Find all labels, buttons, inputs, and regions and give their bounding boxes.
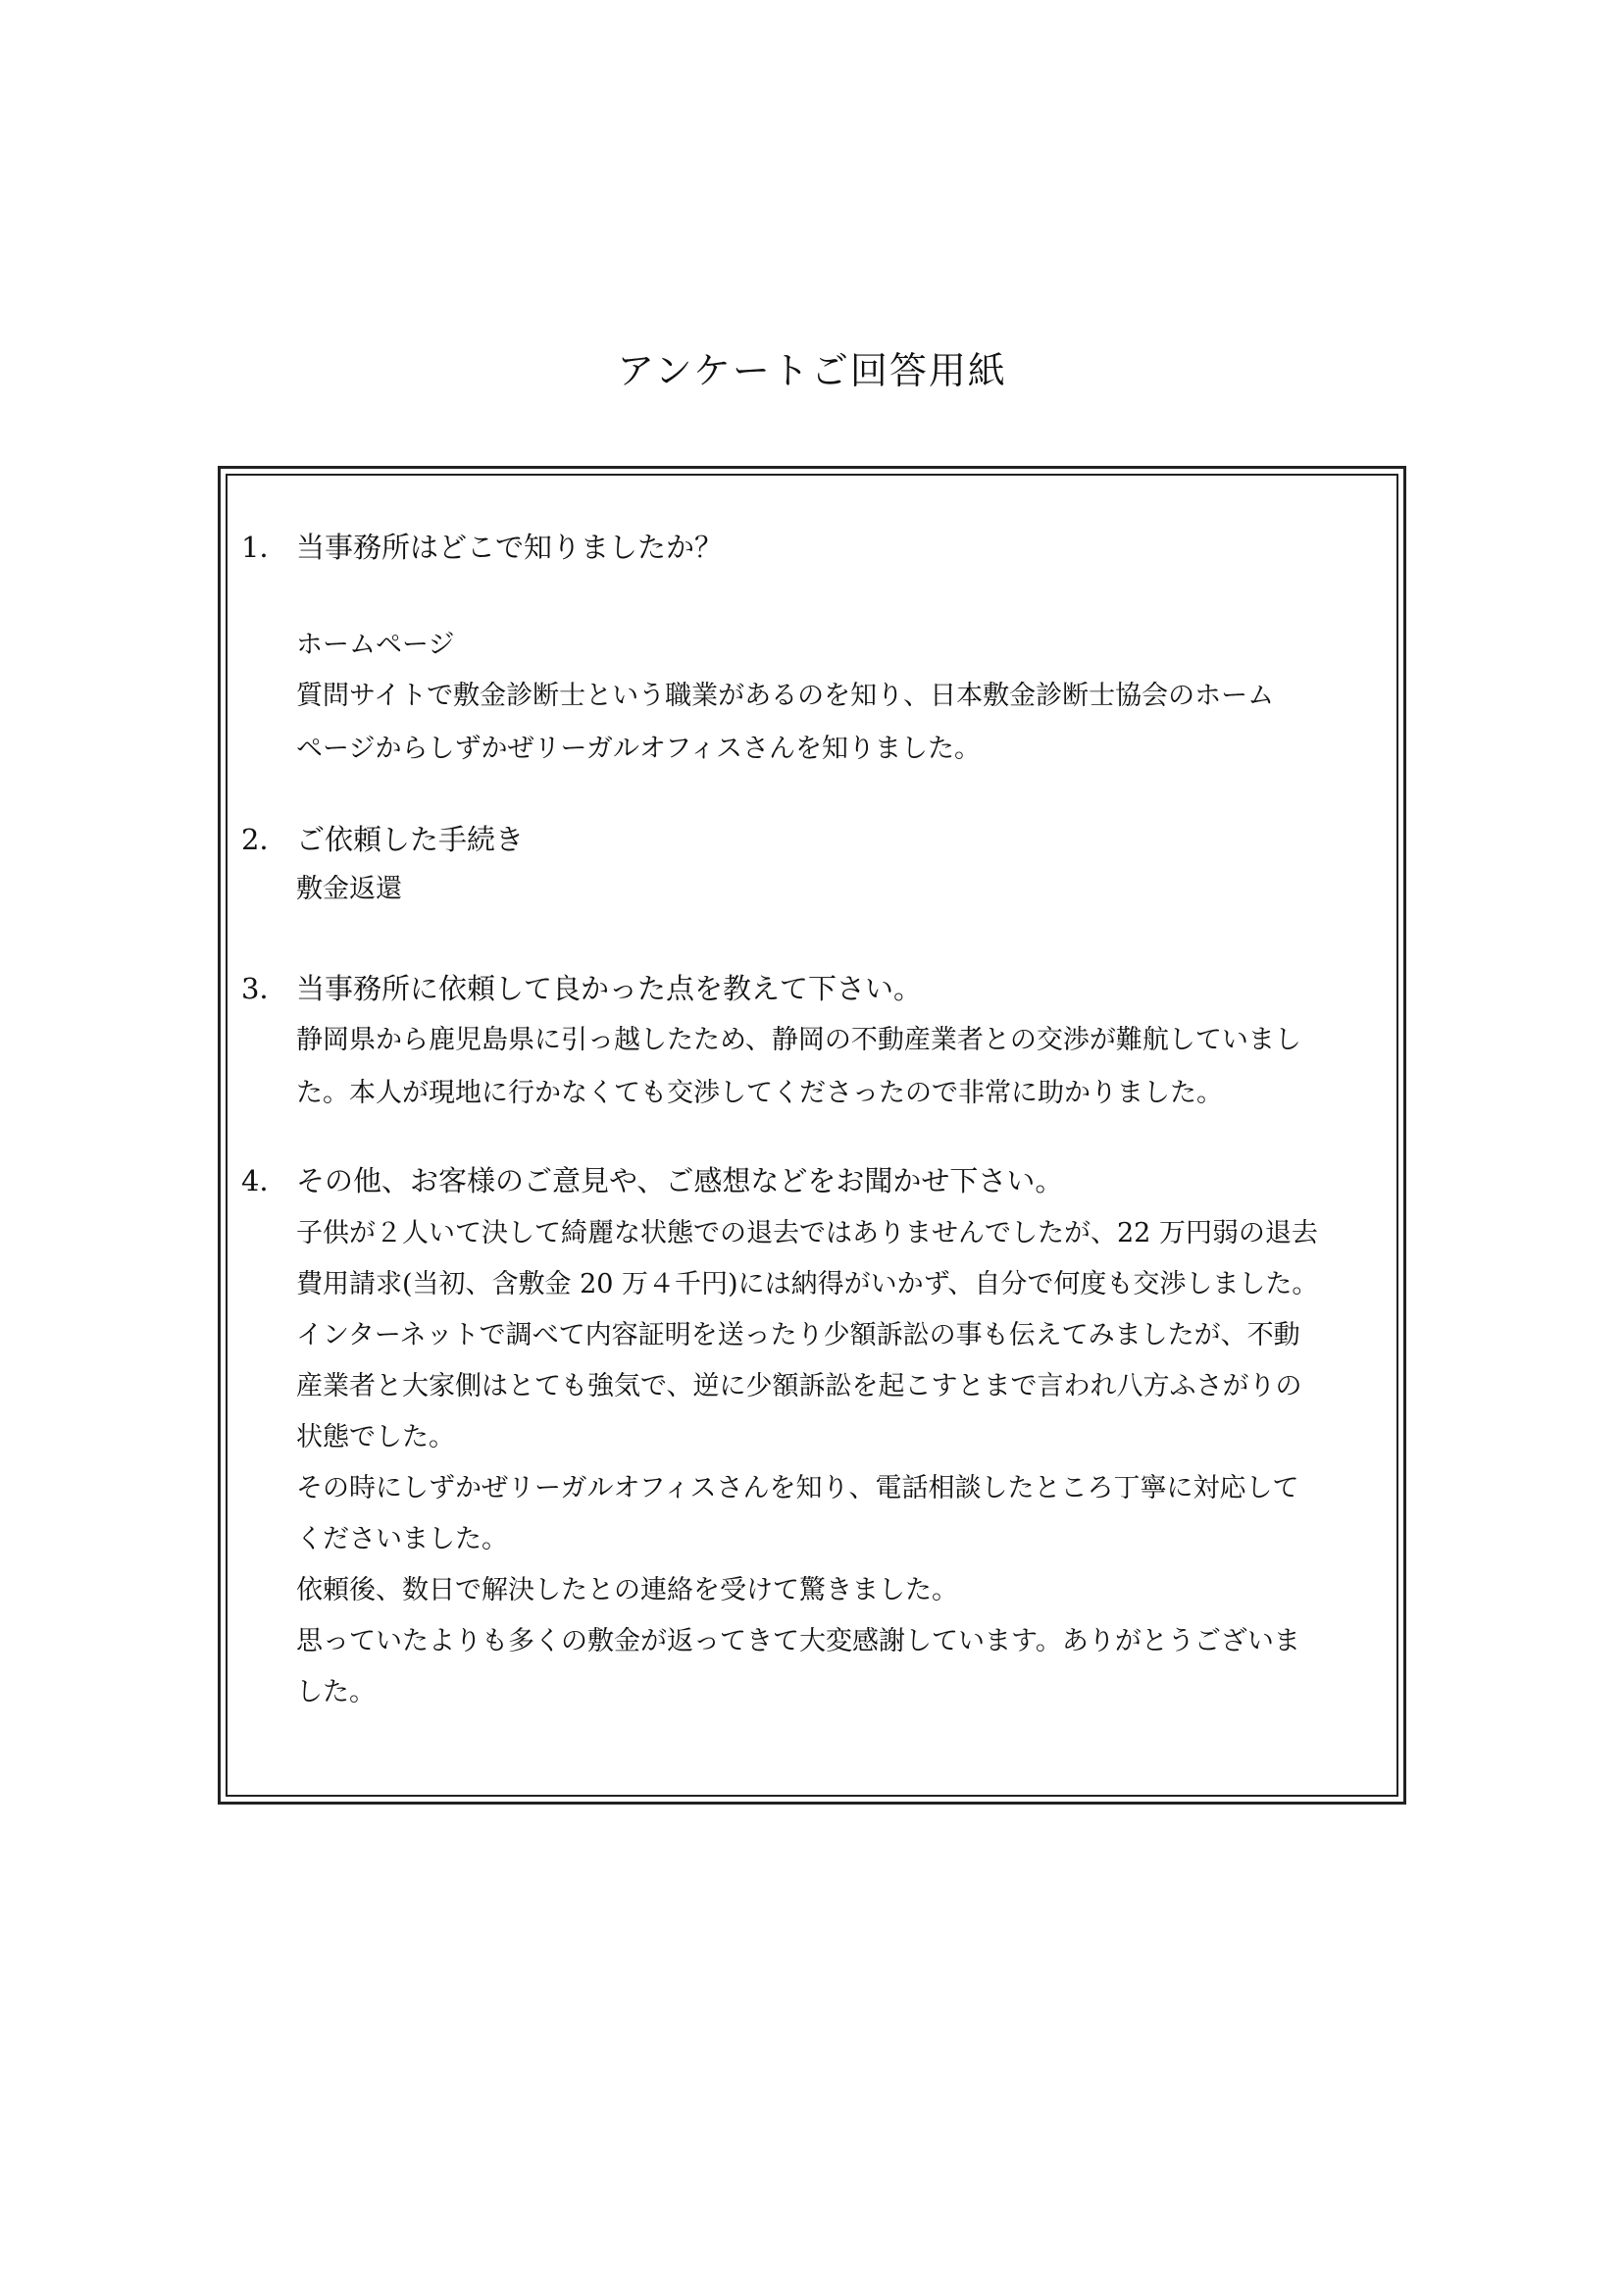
question-3-heading: [241, 965, 1369, 1012]
question-4-answer: [296, 1209, 1385, 1719]
question-3-text: 当事務所に依頼して良かった点を教えて下さい。: [296, 972, 923, 1005]
question-1-text: 当事務所はどこで知りましたか？: [296, 531, 724, 564]
question-3-number: 3．: [241, 972, 288, 1005]
question-2-heading: [241, 816, 1369, 863]
question-2-answer: [296, 865, 1385, 913]
answer-line: ホームページ: [296, 630, 455, 660]
answer-line: た。本人が現地に行かなくても交渉してくださったので非常に助かりました。: [296, 1078, 1223, 1108]
answer-line: 思っていたよりも多くの敷金が返ってきて大変感謝しています。ありがとうございま: [296, 1626, 1300, 1656]
answer-line: 静岡県から鹿児島県に引っ越したため、静岡の不動産業者との交渉が難航していまし: [296, 1025, 1301, 1055]
question-3-answer: [296, 1016, 1385, 1117]
answer-line: くださいました。: [296, 1524, 508, 1554]
question-4-number: 4．: [241, 1164, 288, 1197]
answer-line: 状態でした。: [296, 1422, 455, 1452]
answer-line: ページからしずかぜリーガルオフィスさんを知りました。: [296, 734, 981, 764]
answer-line: 依頼後、数日で解決したとの連絡を受けて驚きました。: [296, 1575, 958, 1605]
answer-line: 子供が２人いて決して綺麗な状態での退去ではありませんでしたが、22 万円弱の退去: [296, 1218, 1318, 1248]
answer-line: 費用請求(当初、含敷金 20 万４千円)には納得がいかず、自分で何度も交渉しました。: [296, 1269, 1319, 1299]
question-4-heading: [241, 1157, 1369, 1204]
question-2-number: 2．: [241, 823, 288, 856]
answer-line: 敷金返還: [296, 874, 402, 904]
answer-line: その時にしずかぜリーガルオフィスさんを知り、電話相談したところ丁寧に対応して: [296, 1473, 1299, 1503]
answer-line: 産業者と大家側はとても強気で、逆に少額訴訟を起こすとまで言われ八方ふさがりの: [296, 1371, 1302, 1401]
document-title: アンケートご回答用紙: [617, 349, 1007, 392]
answer-line: インターネットで調べて内容証明を送ったり少額訴訟の事も伝えてみましたが、不動: [296, 1320, 1300, 1350]
question-1-answer: [296, 621, 1385, 773]
question-1-heading: [241, 524, 1369, 571]
answer-line: 質問サイトで敷金診断士という職業があるのを知り、日本敷金診断士協会のホーム: [296, 681, 1275, 711]
answer-line: した。: [296, 1677, 376, 1707]
question-2-text: ご依頼した手続き: [296, 823, 525, 856]
question-1-number: 1．: [241, 531, 288, 564]
question-4-text: その他、お客様のご意見や、ご感想などをお聞かせ下さい。: [296, 1164, 1064, 1197]
